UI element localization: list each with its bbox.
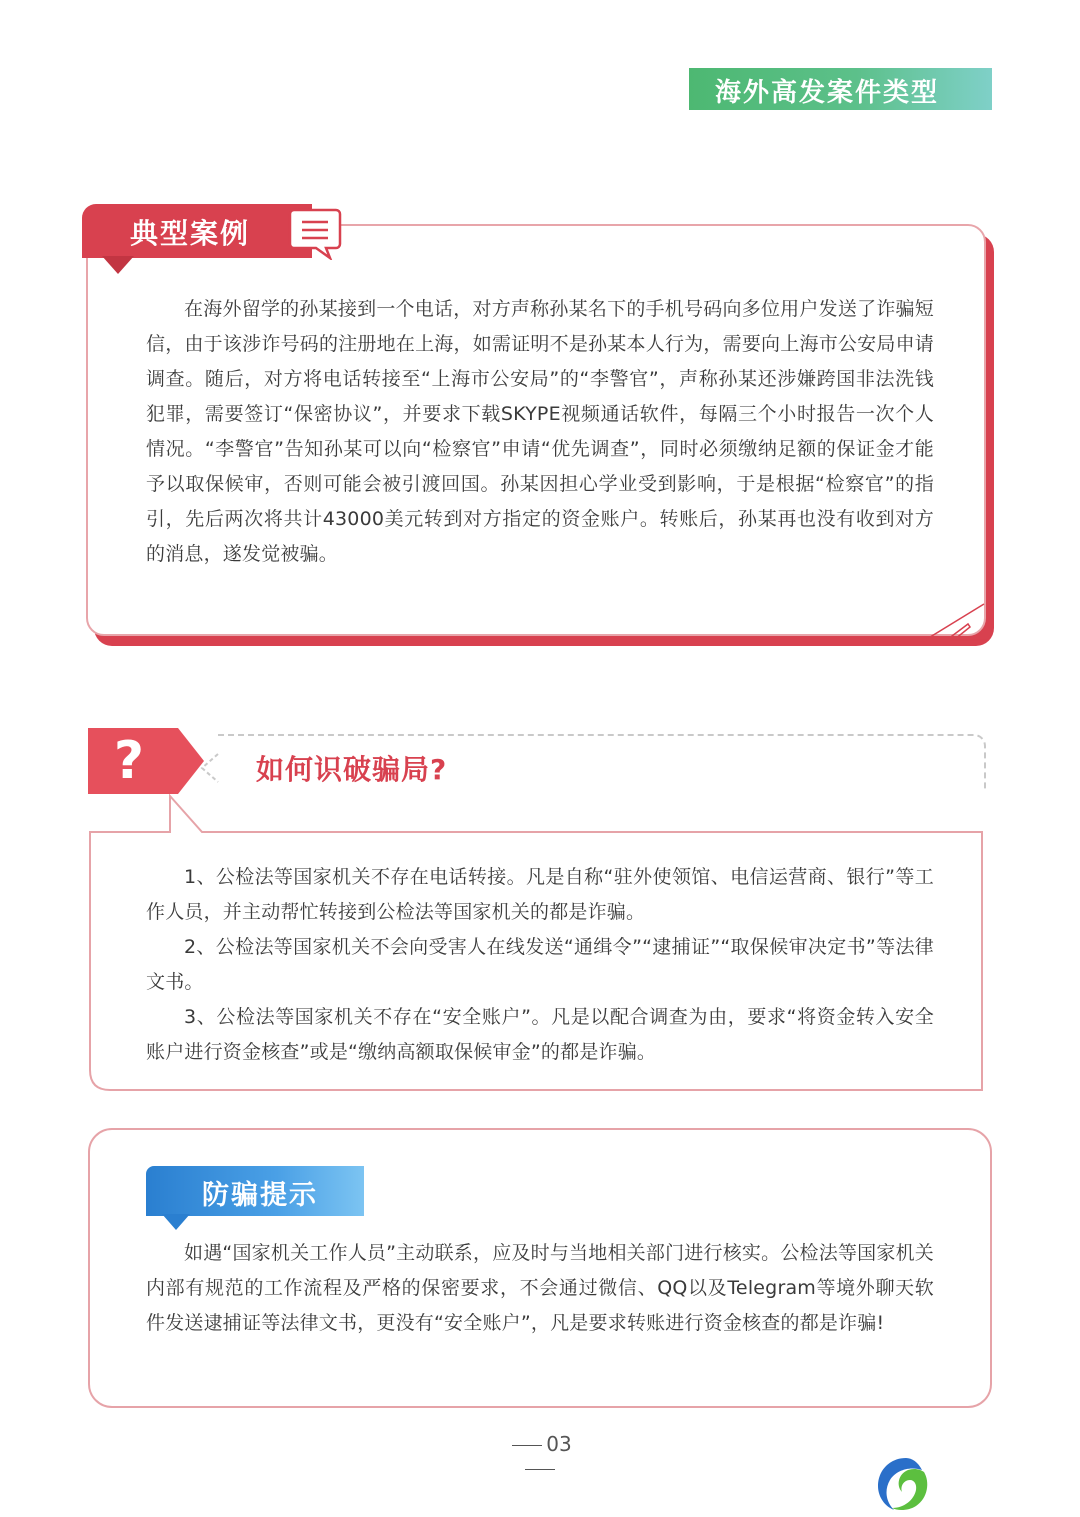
case-title: 典型案例 bbox=[130, 217, 251, 250]
identify-item-2: 2、公检法等国家机关不会向受害人在线发送“通缉令”“逮捕证”“取保候审决定书”等法律文书。 bbox=[146, 936, 934, 993]
tip-title: 防骗提示 bbox=[202, 1180, 318, 1211]
identify-item-3: 3、公检法等国家机关不存在“安全账户”。凡是以配合调查为由，要求“将资金转入安全账户进行资金核查”或是“缴纳高额取保候审金”的都是诈骗。 bbox=[146, 1006, 934, 1063]
case-title-tab bbox=[82, 204, 312, 258]
tip-paragraph: 如遇“国家机关工作人员”主动联系，应及时与当地相关部门进行核实。公检法等国家机关内部有规范的工作流程及严格的保密要求，不会通过微信、QQ以及Telegram等境外聊天软件发送逮捕证等法律文书，更没有“安全账户”，凡是要求转账进行资金核查的都是诈骗! bbox=[146, 1242, 934, 1334]
category-tag bbox=[689, 68, 992, 110]
case-paragraph: 在海外留学的孙某接到一个电话，对方声称孙某名下的手机号码向多位用户发送了诈骗短信，由于该涉诈号码的注册地在上海，如需证明不是孙某本人行为，需要向上海市公安局申请调查。随后，对方将电话转接至“上海市公安局”的“李警官”，声称孙某还涉嫌跨国非法洗钱犯罪，需要签订“保密协议”，并要求下载SKYPE视频通话软件，每隔三个小时报告一次个人情况。“李警官”告知孙某可以向“检察官”申请“优先调查”，同时必须缴纳足额的保证金才能予以取保候审，否则可能会被引渡回国。孙某因担心学业受到影响，于是根据“检察官”的指引，先后两次将共计43000美元转到对方指定的资金账户。转账后，孙某再也没有收到对方的消息，遂发觉被骗。 bbox=[146, 298, 934, 565]
identify-body bbox=[146, 860, 934, 1070]
page-number bbox=[490, 1432, 590, 1480]
page-number-line-right bbox=[525, 1469, 555, 1470]
category-tag-label: 海外高发案件类型 bbox=[715, 78, 940, 108]
speech-bubble-icon bbox=[286, 204, 342, 260]
case-body bbox=[146, 292, 934, 572]
logo-icon bbox=[876, 1456, 934, 1512]
tip-body bbox=[146, 1236, 934, 1341]
tip-tag-tail bbox=[162, 1214, 190, 1230]
page-number-value: 03 bbox=[546, 1432, 572, 1456]
case-tab-tail bbox=[102, 256, 134, 274]
identify-title: 如何识破骗局? bbox=[256, 753, 448, 786]
question-mark-icon: ? bbox=[113, 731, 145, 791]
tip-title-tag bbox=[146, 1166, 364, 1216]
page-number-line-left bbox=[512, 1445, 542, 1446]
pen-corner-icon bbox=[918, 596, 990, 644]
identify-item-1: 1、公检法等国家机关不存在电话转接。凡是自称“驻外使领馆、电信运营商、银行”等工作人员，并主动帮忙转接到公检法等国家机关的都是诈骗。 bbox=[146, 866, 934, 923]
